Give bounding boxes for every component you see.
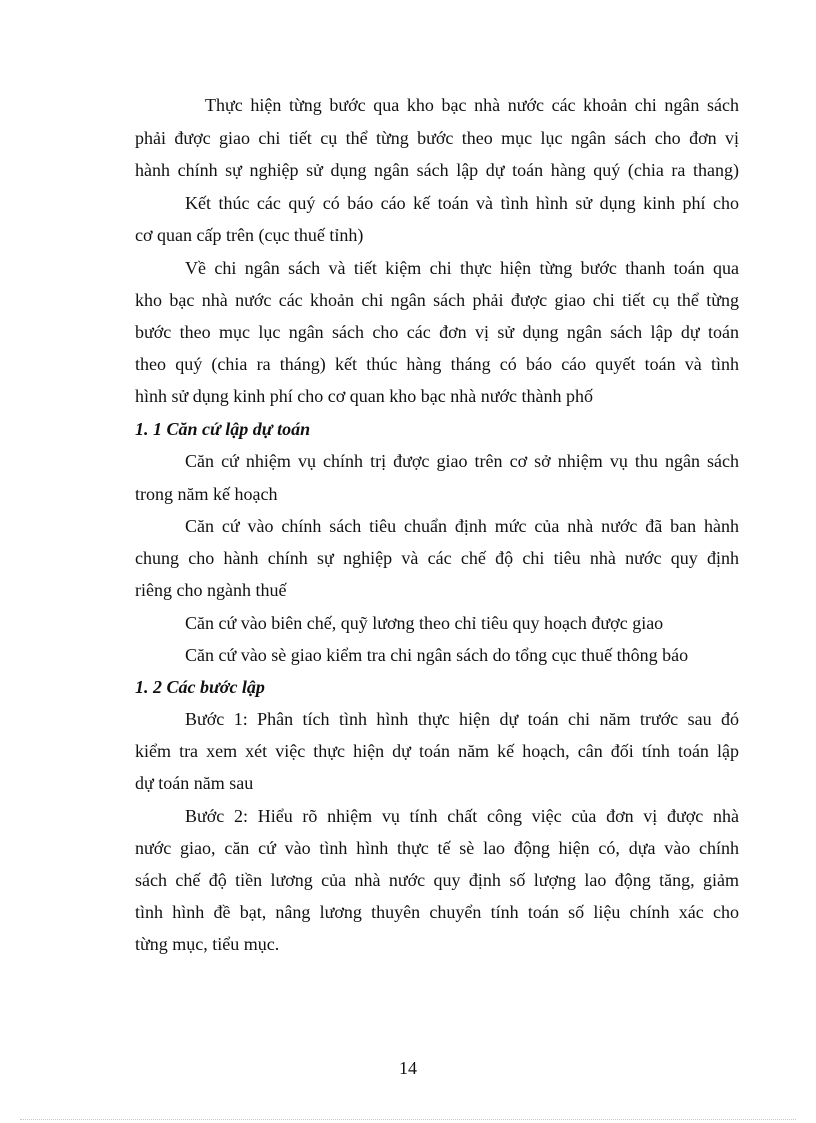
paragraph-line: Về chi ngân sách và tiết kiệm chi thực hiện từng bước thanh toán qua (185, 258, 739, 278)
paragraph-line: Căn cứ nhiệm vụ chính trị được giao trên cơ sở nhiệm vụ thu ngân sách (185, 451, 739, 471)
paragraph-line: hình sử dụng kinh phí cho cơ quan kho bạc nhà nước thành phố (135, 386, 593, 406)
paragraph-line: Thực hiện từng bước qua kho bạc nhà nước các khoản chi ngân sách (205, 95, 739, 115)
paragraph-line: trong năm kế hoạch (135, 484, 278, 504)
paragraph-line: Căn cứ vào sè giao kiểm tra chi ngân sách do tổng cục thuế thông báo (185, 645, 689, 665)
paragraph-line: nước giao, căn cứ vào tình hình thực tế sè lao động hiện có, dựa vào chính (135, 838, 739, 858)
paragraph-line: kho bạc nhà nước các khoản chi ngân sách phải được giao chi tiết cụ thể từng (135, 290, 739, 310)
paragraph-line: kiểm tra xem xét việc thực hiện dự toán năm kế hoạch, cân đối tính toán lập (135, 741, 739, 761)
paragraph-line: sách chế độ tiền lương của nhà nước quy định số lượng lao động tăng, giảm (135, 870, 739, 890)
section-heading: 1. 2 Các bước lập (135, 677, 265, 697)
paragraph-line: phải được giao chi tiết cụ thể từng bước theo mục lục ngân sách cho đơn vị (135, 128, 739, 148)
paragraph-line: Kết thúc các quý có báo cáo kế toán và tình hình sử dụng kinh phí cho (185, 193, 739, 213)
paragraph-line: Căn cứ vào biên chế, quỹ lương theo chỉ tiêu quy hoạch được giao (185, 613, 664, 633)
paragraph-line: dự toán năm sau (135, 773, 254, 793)
paragraph-line: từng mục, tiểu mục. (135, 934, 280, 954)
paragraph-line: theo quý (chia ra tháng) kết thúc hàng tháng có báo cáo quyết toán và tình (135, 354, 739, 374)
section-heading: 1. 1 Căn cứ lập dự toán (135, 419, 311, 439)
paragraph-line: bước theo mục lục ngân sách cho các đơn vị sử dụng ngân sách lập dự toán (135, 322, 739, 342)
page-number: 14 (399, 1058, 417, 1078)
paragraph-line: Bước 1: Phân tích tình hình thực hiện dự toán chi năm trước sau đó (185, 709, 739, 729)
paragraph-line: cơ quan cấp trên (cục thuế tỉnh) (135, 225, 364, 245)
paragraph-line: chung cho hành chính sự nghiệp và các chế độ chi tiêu nhà nước quy định (135, 548, 739, 568)
paragraph-line: hành chính sự nghiệp sử dụng ngân sách lập dự toán hàng quý (chia ra thang) (135, 160, 739, 180)
paragraph-line: Bước 2: Hiểu rõ nhiệm vụ tính chất công việc của đơn vị được nhà (185, 806, 739, 826)
paragraph-line: tình hình đề bạt, nâng lương thuyên chuyển tính toán số liệu chính xác cho (135, 902, 739, 922)
paragraph-line: Căn cứ vào chính sách tiêu chuẩn định mức của nhà nước đã ban hành (185, 516, 739, 536)
page-bottom-divider (20, 1119, 796, 1120)
paragraph-line: riêng cho ngành thuế (135, 580, 287, 600)
